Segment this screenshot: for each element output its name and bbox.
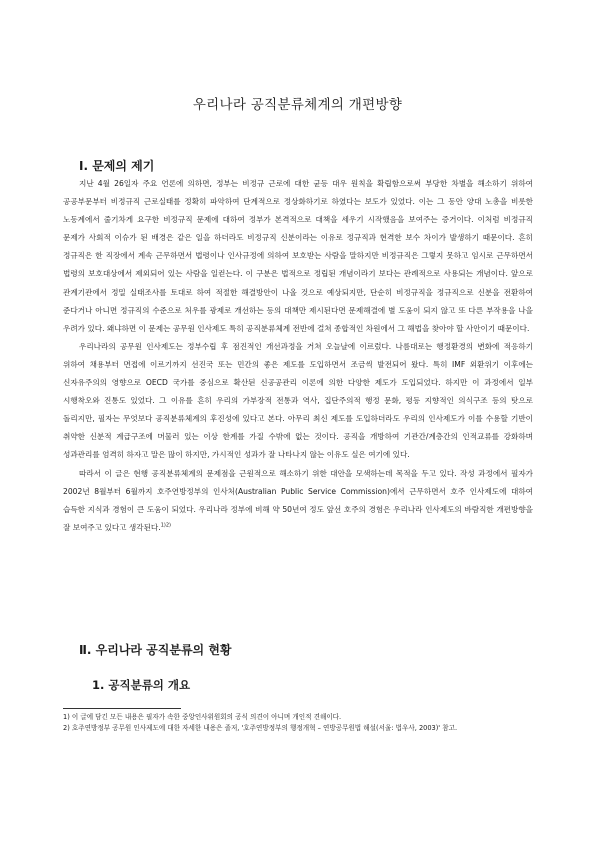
paragraph: 지난 4월 26일자 주요 언론에 의하면, 정부는 비정규 근로에 대한 균등 대우 원칙을 확립함으로써 부당한 차별을 해소하기 위하여 공공부문부터 비정규직 근로실태를 정확히 파악하여 단계적으로 정상화하기로 하였다는 보도가 있었다. 이는 그 동안 양대 노총을 비롯한 노동계에서 줄기차게 요구한 비정규직 문제에 대하여 정부가 본격적으로 대책을 세우기 시작했음을 보여주는 증거이다. 이처럼 비정규직 문제가 사회적 이슈가 된 배경은 같은 일을 하더라도 비정규직 신분이라는 이유로 정규직과 현격한 보수 차이가 발생하기 때문이다. 흔히 정규직은 한 직장에서 계속 근무하면서 법령이나 인사규정에 의하여 보호받는 사람을 말하지만 비정규직은 그렇지 못하고 임시로 근무하면서 법령의 보호대상에서 제외되어 있는 사람을 일컫는다. 이 구분은 법적으로 정립된 개념이라기 보다는 관례적으로 사용되는 개념이다. 앞으로 관계기관에서 정밀 실태조사를 토대로 하여 적절한 해결방안이 나올 것으로 예상되지만, 단순히 비정규직을 정규직으로 신분을 전환하여 준다거나 아니면 정규직의 수준으로 처우를 광제로 개선하는 등의 대책만 제시된다면 문제해결에 별 도움이 되지 않고 또 다른 부작용을 나을 우려가 있다. 왜냐하면 이 문제는 공무원 인사제도 특히 공직분류체계 전반에 걸쳐 종합적인 차원에서 그 해법을 찾아야 할 사안이기 때문이다.	[63, 179, 533, 333]
section-heading-1: Ⅰ. 문제의 제기	[79, 159, 155, 173]
document-title: 우리나라 공직분류체계의 개편방향	[192, 97, 403, 113]
footnote-1: 1) 이 글에 담긴 모든 내용은 필자가 속한 중앙인사위원회의 공식 의견이 아니며 개인적 견해이다.	[63, 713, 342, 721]
footnotes	[63, 712, 538, 734]
section-1-body	[63, 175, 533, 537]
paragraph	[63, 338, 533, 465]
paragraph	[63, 465, 533, 537]
footnote-2: 2) 호주연방정부 공무원 인사제도에 대한 자세한 내용은 졸저, '호주연방정부의 행정개혁 – 연방공무원법 해설(서울: 법우사, 2003)' 참고.	[63, 724, 458, 733]
paragraph-text: 우리나라의 공무원 인사제도는 정부수립 후 점진적인 개선과정을 거쳐 오늘날에 이르렀다. 나름대로는 행정환경의 변화에 적응하기 위하여 채용부터 면접에 이르기까지 선진국 또는 민간의 좋은 제도를 도입하면서 조금씩 발전되어 왔다. 특히 IMF 외환위기 이후에는 신자유주의의 영향으로 OECD 국가를 중심으로 확산된 신공공관리 이론에 의한 다양한 제도가 도입되었다. 하지만 이 과정에서 일부 시행착오와 진통도 있었다. 그 이유를 흔히 우리의 가부장적 전통과 역사, 집단주의적 행정 문화, 평등 지향적인 의식구조 등의 탓으로 돌리지만, 필자는 무엇보다 공직분류체계의 후진성에 있다고 본다. 아무리 최신 제도를 도입하더라도 우리의 인사제도가 이를 수용할 기반이 취약한 신분적 계급구조에 머물러 있는 이상 한계를 가질 수밖에 없는 것이다. 공직을 개방하여 기관간/계층간의 인적교류를 강화하며 성과관리를 엄격히 하자고 말은 많이 하지만, 가시적인 성과가 잘 나타나지 않는 이유도 실은 여기에 있다.	[63, 341, 533, 460]
footnote-ref[interactable]: 1)	[160, 522, 166, 529]
footnote-ref[interactable]: 2)	[165, 522, 171, 529]
footnote-divider	[63, 708, 181, 709]
subsection-heading-1: 1. 공직분류의 개요	[92, 678, 191, 692]
section-heading-2: Ⅱ. 우리나라 공직분류의 현황	[79, 643, 232, 657]
paragraph-text: 따라서 이 글은 현행 공직분류체계의 문제점을 근원적으로 해소하기 위한 대안을 모색하는데 목적을 두고 있다. 작성 과정에서 필자가 2002년 8월부터 6월까지 호주연방정부의 인사처(Australian Public Service Commission)에서 근무하면서 호주 인사제도에 대하여 습득한 지식과 경험이 큰 도움이 되었다. 우리나라 정부에 비해 약 50년여 정도 앞선 호주의 경험은 우리나라 인사제도의 바람직한 개편방향을 잘 보여주고 있다고 생각된다.	[63, 468, 533, 532]
